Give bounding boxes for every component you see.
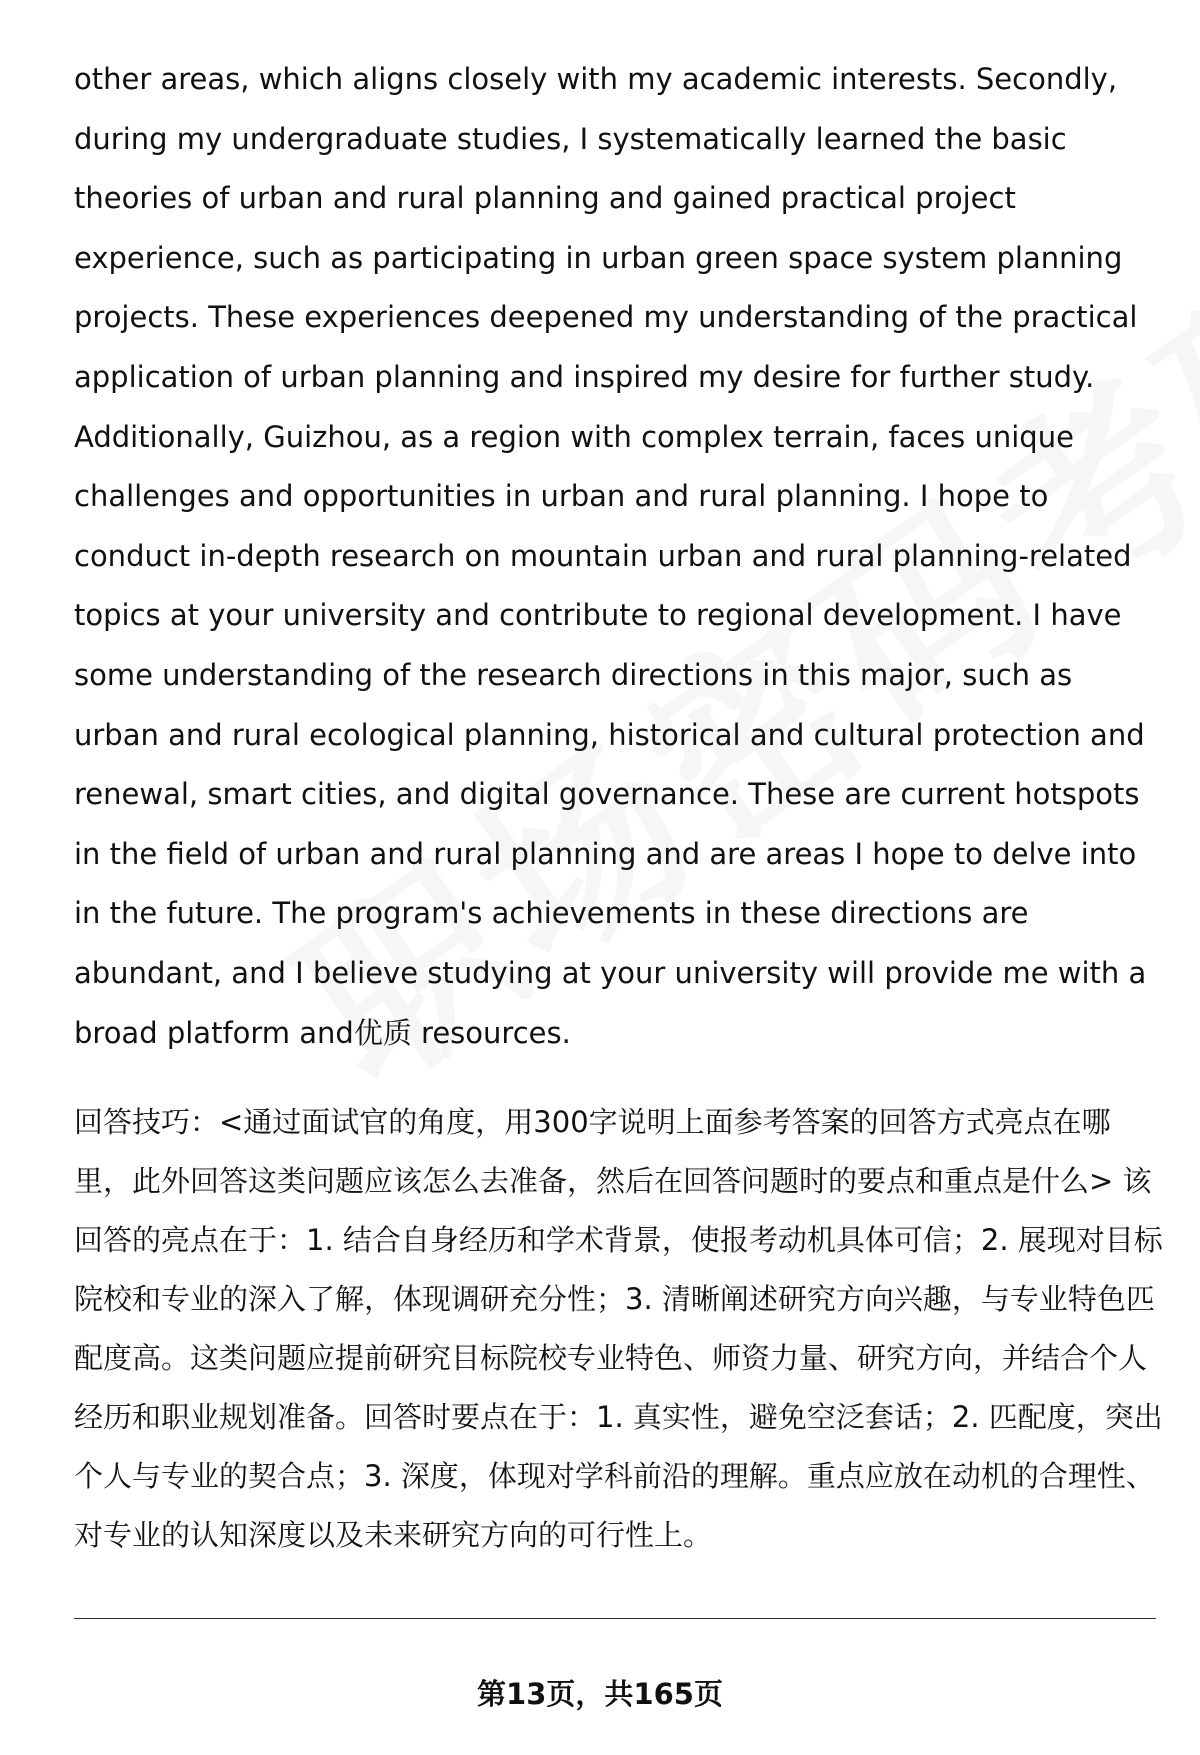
page-number: 第13页，共165页 (477, 1677, 723, 1711)
footer-divider (74, 1618, 1156, 1619)
answer-tips-paragraph: 回答技巧：<通过面试官的角度，用300字说明上面参考答案的回答方式亮点在哪里，此外回答这类问题应该怎么去准备，然后在回答问题时的要点和重点是什么> 该回答的亮点在于：1. 结合自身经历和学术背景，使报考动机具体可信；2. 展现对目标院校和专业的深入了解，体现调研充分性；3. 清晰阐述研究方向兴趣，与专业特色匹配度高。这类问题应提前研究目标院校专业特色、师资力量、研究方向，并结合个人经历和职业规划准备。回答时要点在于：1. 真实性，避免空泛套话；2. 匹配度，突出个人与专业的契合点；3. 深度，体现对学科前沿的理解。重点应放在动机的合理性、对专业的认知深度以及未来研究方向的可行性上。 (74, 1105, 1163, 1552)
body-paragraph: other areas, which aligns closely with my academic interests. Secondly, during my undergraduate studies, I systematically learned the basic theories of urban and rural planning and gained practical project experience, such as participating in urban green space system planning projects. These experiences deepened my understanding of the practical application of urban planning and inspired my desire for further study. Additionally, Guizhou, as a region with complex terrain, faces unique challenges and opportunities in urban and rural planning. I hope to conduct in-depth research on mountain urban and rural planning-related topics at your university and contribute to regional development. I have some understanding of the research directions in this major, such as urban and rural ecological planning, historical and cultural protection and renewal, smart cities, and digital governance. These are current hotspots in the field of urban and rural planning and are areas I hope to delve into in the future. The program's achievements in these directions are abundant, and I believe studying at your university will provide me with a broad platform and优质 resources. (74, 62, 1147, 1050)
